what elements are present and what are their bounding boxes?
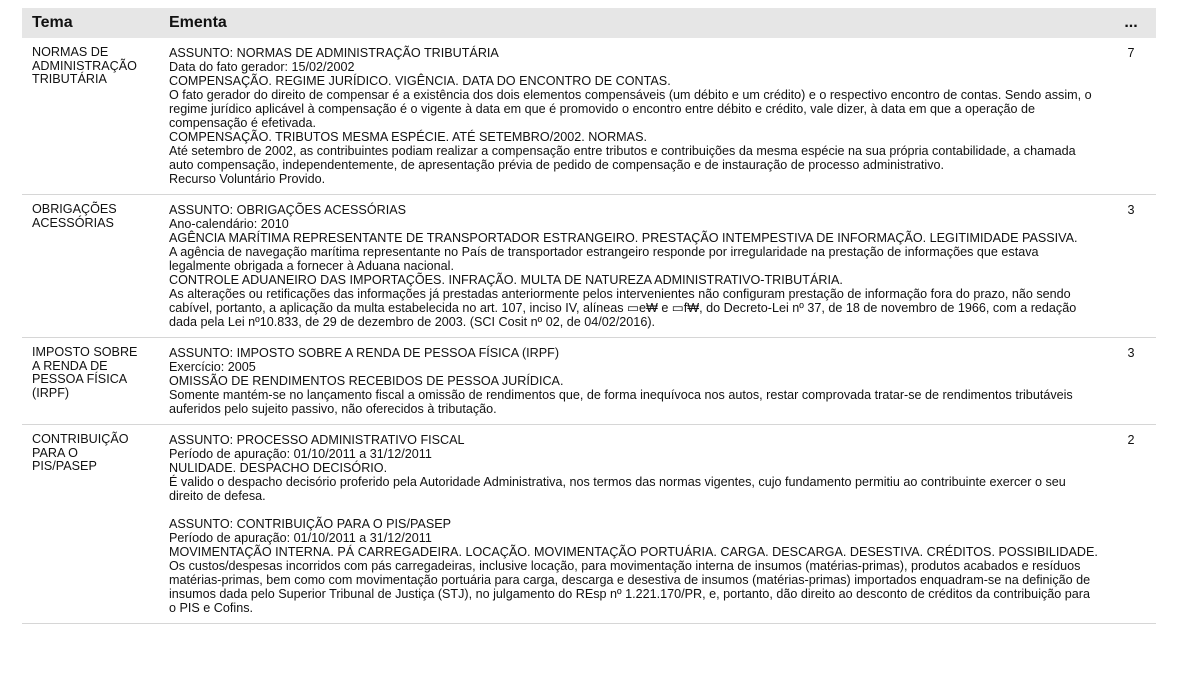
ementa-line: ASSUNTO: NORMAS DE ADMINISTRAÇÃO TRIBUTÁRIA: [169, 46, 499, 60]
ementa-line: Até setembro de 2002, as contribuintes podiam realizar a compensação entre tributos e contribuições da mesma espécie na sua própria contabilidade, a chamada auto compensação, independentemente, de apresentação prévia de pedido de compensação e de instauração de processo administrativo.: [169, 144, 1076, 172]
ementa-line: A agência de navegação marítima representante no País de transportador estrangeiro responde por irregularidade na prestação de informações que estava legalmente obrigada a fornecer à Aduana nacional.: [169, 245, 1039, 273]
ementa-line: Os custos/despesas incorridos com pás carregadeiras, inclusive locação, para movimentação interna de insumos (matérias-primas), produtos acabados e resíduos matérias-primas, bem como com movimentação portuária para carga, descarga e desestiva de insumos (matérias-primas) importados enquadram-se na definição de insumos dada pelo Superior Tribunal de Justiça (STJ), no julgamento do REsp nº 1.221.170/PR, e, portanto, dão direito ao desconto de créditos da contribuição para o PIS e Cofins.: [169, 559, 1091, 615]
header-more-button[interactable]: ...: [1124, 14, 1138, 31]
ementa-cell: [159, 203, 1106, 329]
table-row: [22, 38, 1156, 195]
table-row: [22, 195, 1156, 338]
ementa-line: NULIDADE. DESPACHO DECISÓRIO.: [169, 461, 388, 475]
ementa-cell: [159, 346, 1106, 416]
ementa-line: O fato gerador do direito de compensar é a existência dos dois elementos compensáveis (um débito e um crédito) e o respectivo encontro de contas. Sendo assim, o regime jurídico aplicável à compensação é o vigente à data em que é promovido o encontro entre débito e crédito, vale dizer, à data em que a operação de compensação é efetivada.: [169, 88, 1092, 130]
header-ementa[interactable]: Ementa: [169, 14, 227, 31]
count-cell: 3: [1127, 203, 1135, 217]
table-row: [22, 425, 1156, 624]
tema-cell: NORMAS DE ADMINISTRAÇÃO TRIBUTÁRIA: [32, 45, 137, 87]
ementa-line: AGÊNCIA MARÍTIMA REPRESENTANTE DE TRANSPORTADOR ESTRANGEIRO. PRESTAÇÃO INTEMPESTIVA DE INFORMAÇÃO. LEGITIMIDADE PASSIVA.: [169, 231, 1078, 245]
ementa-cell: [159, 433, 1106, 615]
ementa-line: Recurso Voluntário Provido.: [169, 172, 326, 186]
ementa-line: Somente mantém-se no lançamento fiscal a omissão de rendimentos que, de forma inequívoca nos autos, restar comprovada tratar-se de rendimentos tributáveis auferidos pelo sujeito passivo, não oferecidos à tributação.: [169, 388, 1073, 416]
ementa-line: Período de apuração: 01/10/2011 a 31/12/2011: [169, 531, 432, 545]
ementa-spacer: [169, 503, 1100, 517]
ementa-line: COMPENSAÇÃO. REGIME JURÍDICO. VIGÊNCIA. DATA DO ENCONTRO DE CONTAS.: [169, 74, 671, 88]
ementa-line: CONTROLE ADUANEIRO DAS IMPORTAÇÕES. INFRAÇÃO. MULTA DE NATUREZA ADMINISTRATIVO-TRIBUTÁRIA.: [169, 273, 843, 287]
results-table: [22, 8, 1156, 624]
ementa-line: MOVIMENTAÇÃO INTERNA. PÁ CARREGADEIRA. LOCAÇÃO. MOVIMENTAÇÃO PORTUÁRIA. CARGA. DESCARGA. DESESTIVA. CRÉDITOS. POSSIBILIDADE.: [169, 545, 1098, 559]
ementa-line: Período de apuração: 01/10/2011 a 31/12/2011: [169, 447, 432, 461]
count-cell: 7: [1127, 46, 1135, 60]
count-cell: 2: [1127, 433, 1135, 447]
ementa-line: Exercício: 2005: [169, 360, 256, 374]
ementa-line: As alterações ou retificações das informações já prestadas anteriormente pelos intervenientes não configuram prestação de informação fora do prazo, não sendo cabível, portanto, a aplicação da multa estabelecida no art. 107, inciso IV, alíneas ▭e₩ e ▭f₩, do Decreto-Lei nº 37, de 18 de novembro de 1966, com a redação dada pela Lei nº10.833, de 29 de dezembro de 2003. (SCI Cosit nº 02, de 04/02/2016).: [169, 287, 1077, 329]
ementa-line: ASSUNTO: OBRIGAÇÕES ACESSÓRIAS: [169, 203, 407, 217]
ementa-cell: [159, 46, 1106, 186]
ementa-line: Ano-calendário: 2010: [169, 217, 289, 231]
tema-cell: IMPOSTO SOBRE A RENDA DE PESSOA FÍSICA (IRPF): [32, 345, 138, 400]
ementa-line: ASSUNTO: PROCESSO ADMINISTRATIVO FISCAL: [169, 433, 465, 447]
ementa-line: É valido o despacho decisório proferido pela Autoridade Administrativa, nos termos das normas vigentes, cujo fundamento permitiu ao contribuinte exercer o seu direito de defesa.: [169, 475, 1066, 503]
ementa-line: Data do fato gerador: 15/02/2002: [169, 60, 355, 74]
table-header: [22, 8, 1156, 38]
count-cell: 3: [1127, 346, 1135, 360]
ementa-line: ASSUNTO: CONTRIBUIÇÃO PARA O PIS/PASEP: [169, 517, 452, 531]
ementa-line: ASSUNTO: IMPOSTO SOBRE A RENDA DE PESSOA FÍSICA (IRPF): [169, 346, 560, 360]
tema-cell: CONTRIBUIÇÃO PARA O PIS/PASEP: [32, 432, 129, 474]
header-tema[interactable]: Tema: [32, 14, 73, 31]
ementa-line: OMISSÃO DE RENDIMENTOS RECEBIDOS DE PESSOA JURÍDICA.: [169, 374, 564, 388]
tema-cell: OBRIGAÇÕES ACESSÓRIAS: [32, 202, 117, 230]
ementa-line: COMPENSAÇÃO. TRIBUTOS MESMA ESPÉCIE. ATÉ SETEMBRO/2002. NORMAS.: [169, 130, 647, 144]
table-row: [22, 338, 1156, 425]
